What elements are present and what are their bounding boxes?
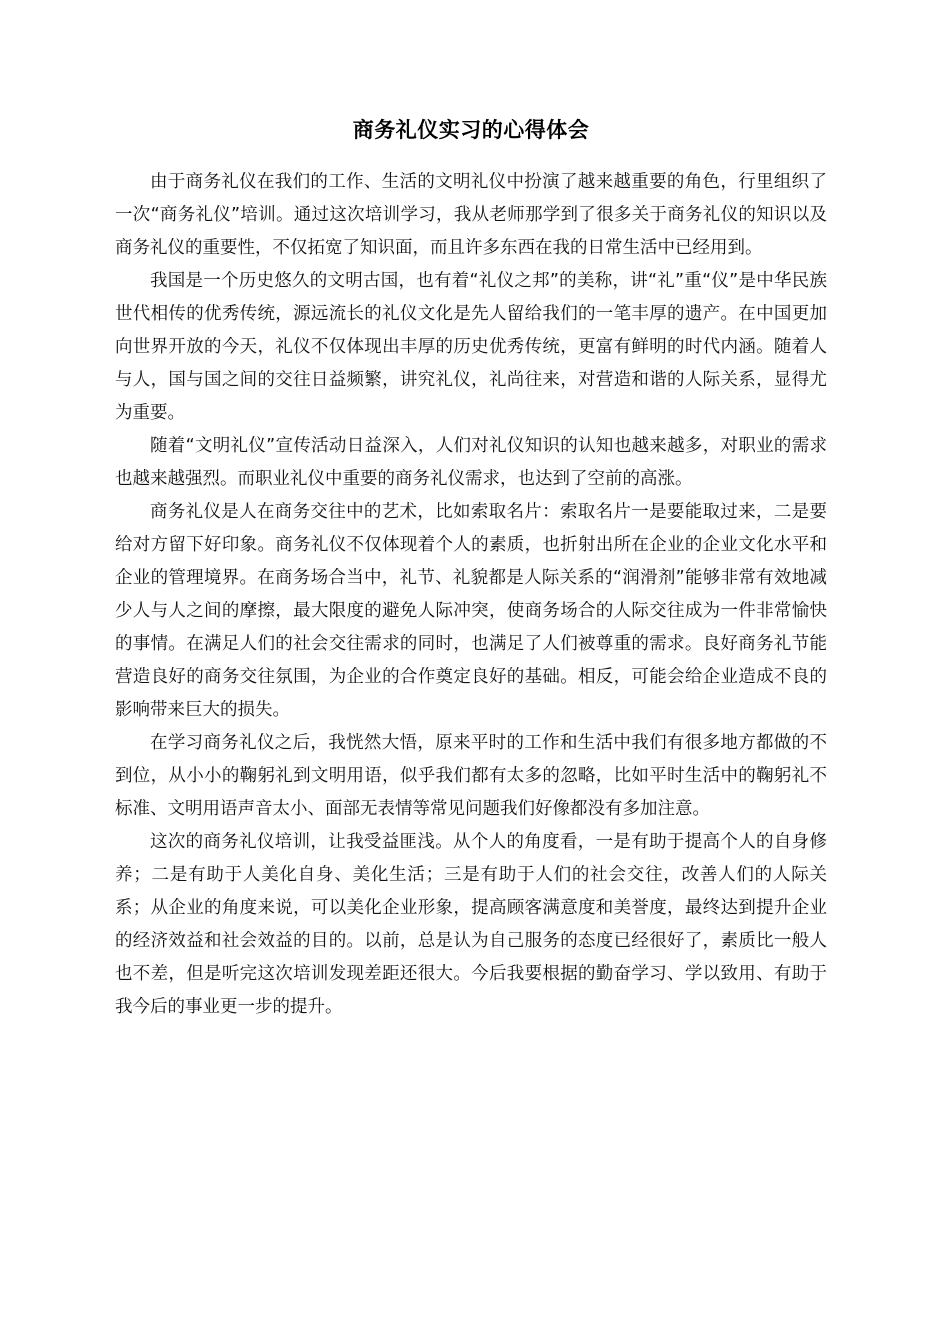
paragraph-3: 随着“文明礼仪”宣传活动日益深入，人们对礼仪知识的认知也越来越多，对职业的需求也越来越强烈。而职业礼仪中重要的商务礼仪需求，也达到了空前的高涨。: [115, 436, 827, 489]
paragraph-2: 我国是一个历史悠久的文明古国，也有着“礼仪之邦”的美称，讲“礼”重“仪”是中华民族世代相传的优秀传统，源远流长的礼仪文化是先人留给我们的一笔丰厚的遗产。在中国更加向世界开放的今天，礼仪不仅体现出丰厚的历史优秀传统，更富有鲜明的时代内涵。随着人与人，国与国之间的交往日益频繁，讲究礼仪，礼尚往来，对营造和谐的人际关系，显得尤为重要。: [115, 271, 827, 423]
paragraph-6: 这次的商务礼仪培训，让我受益匪浅。从个人的角度看，一是有助于提高个人的自身修养；二是有助于人美化自身、美化生活；三是有助于人们的社会交往，改善人们的人际关系；从企业的角度来说，可以美化企业形象，提高顾客满意度和美誉度，最终达到提升企业的经济效益和社会效益的目的。以前，总是认为自己服务的态度已经很好了，素质比一般人也不差，但是听完这次培训发现差距还很大。今后我要根据的勤奋学习、学以致用、有助于我今后的事业更一步的提升。: [115, 832, 827, 1017]
document-page: [115, 112, 827, 1024]
document-title: 商务礼仪实习的心得体会: [352, 118, 590, 142]
paragraph-1: 由于商务礼仪在我们的工作、生活的文明礼仪中扮演了越来越重要的角色，行里组织了一次“商务礼仪”培训。通过这次培训学习，我从老师那学到了很多关于商务礼仪的知识以及商务礼仪的重要性，不仅拓宽了知识面，而且许多东西在我的日常生活中已经用到。: [115, 172, 827, 258]
paragraph-5: 在学习商务礼仪之后，我恍然大悟，原来平时的工作和生活中我们有很多地方都做的不到位，从小小的鞠躬礼到文明用语，似乎我们都有太多的忽略，比如平时生活中的鞠躬礼不标准、文明用语声音太小、面部无表情等常见问题我们好像都没有多加注意。: [115, 733, 827, 819]
paragraph-4: 商务礼仪是人在商务交往中的艺术，比如索取名片：索取名片一是要能取过来，二是要给对方留下好印象。商务礼仪不仅体现着个人的素质，也折射出所在企业的企业文化水平和企业的管理境界。在商务场合当中，礼节、礼貌都是人际关系的“润滑剂”能够非常有效地减少人与人之间的摩擦，最大限度的避免人际冲突，使商务场合的人际交往成为一件非常愉快的事情。在满足人们的社会交往需求的同时，也满足了人们被尊重的需求。良好商务礼节能营造良好的商务交往氛围，为企业的合作奠定良好的基础。相反，可能会给企业造成不良的影响带来巨大的损失。: [115, 502, 827, 720]
